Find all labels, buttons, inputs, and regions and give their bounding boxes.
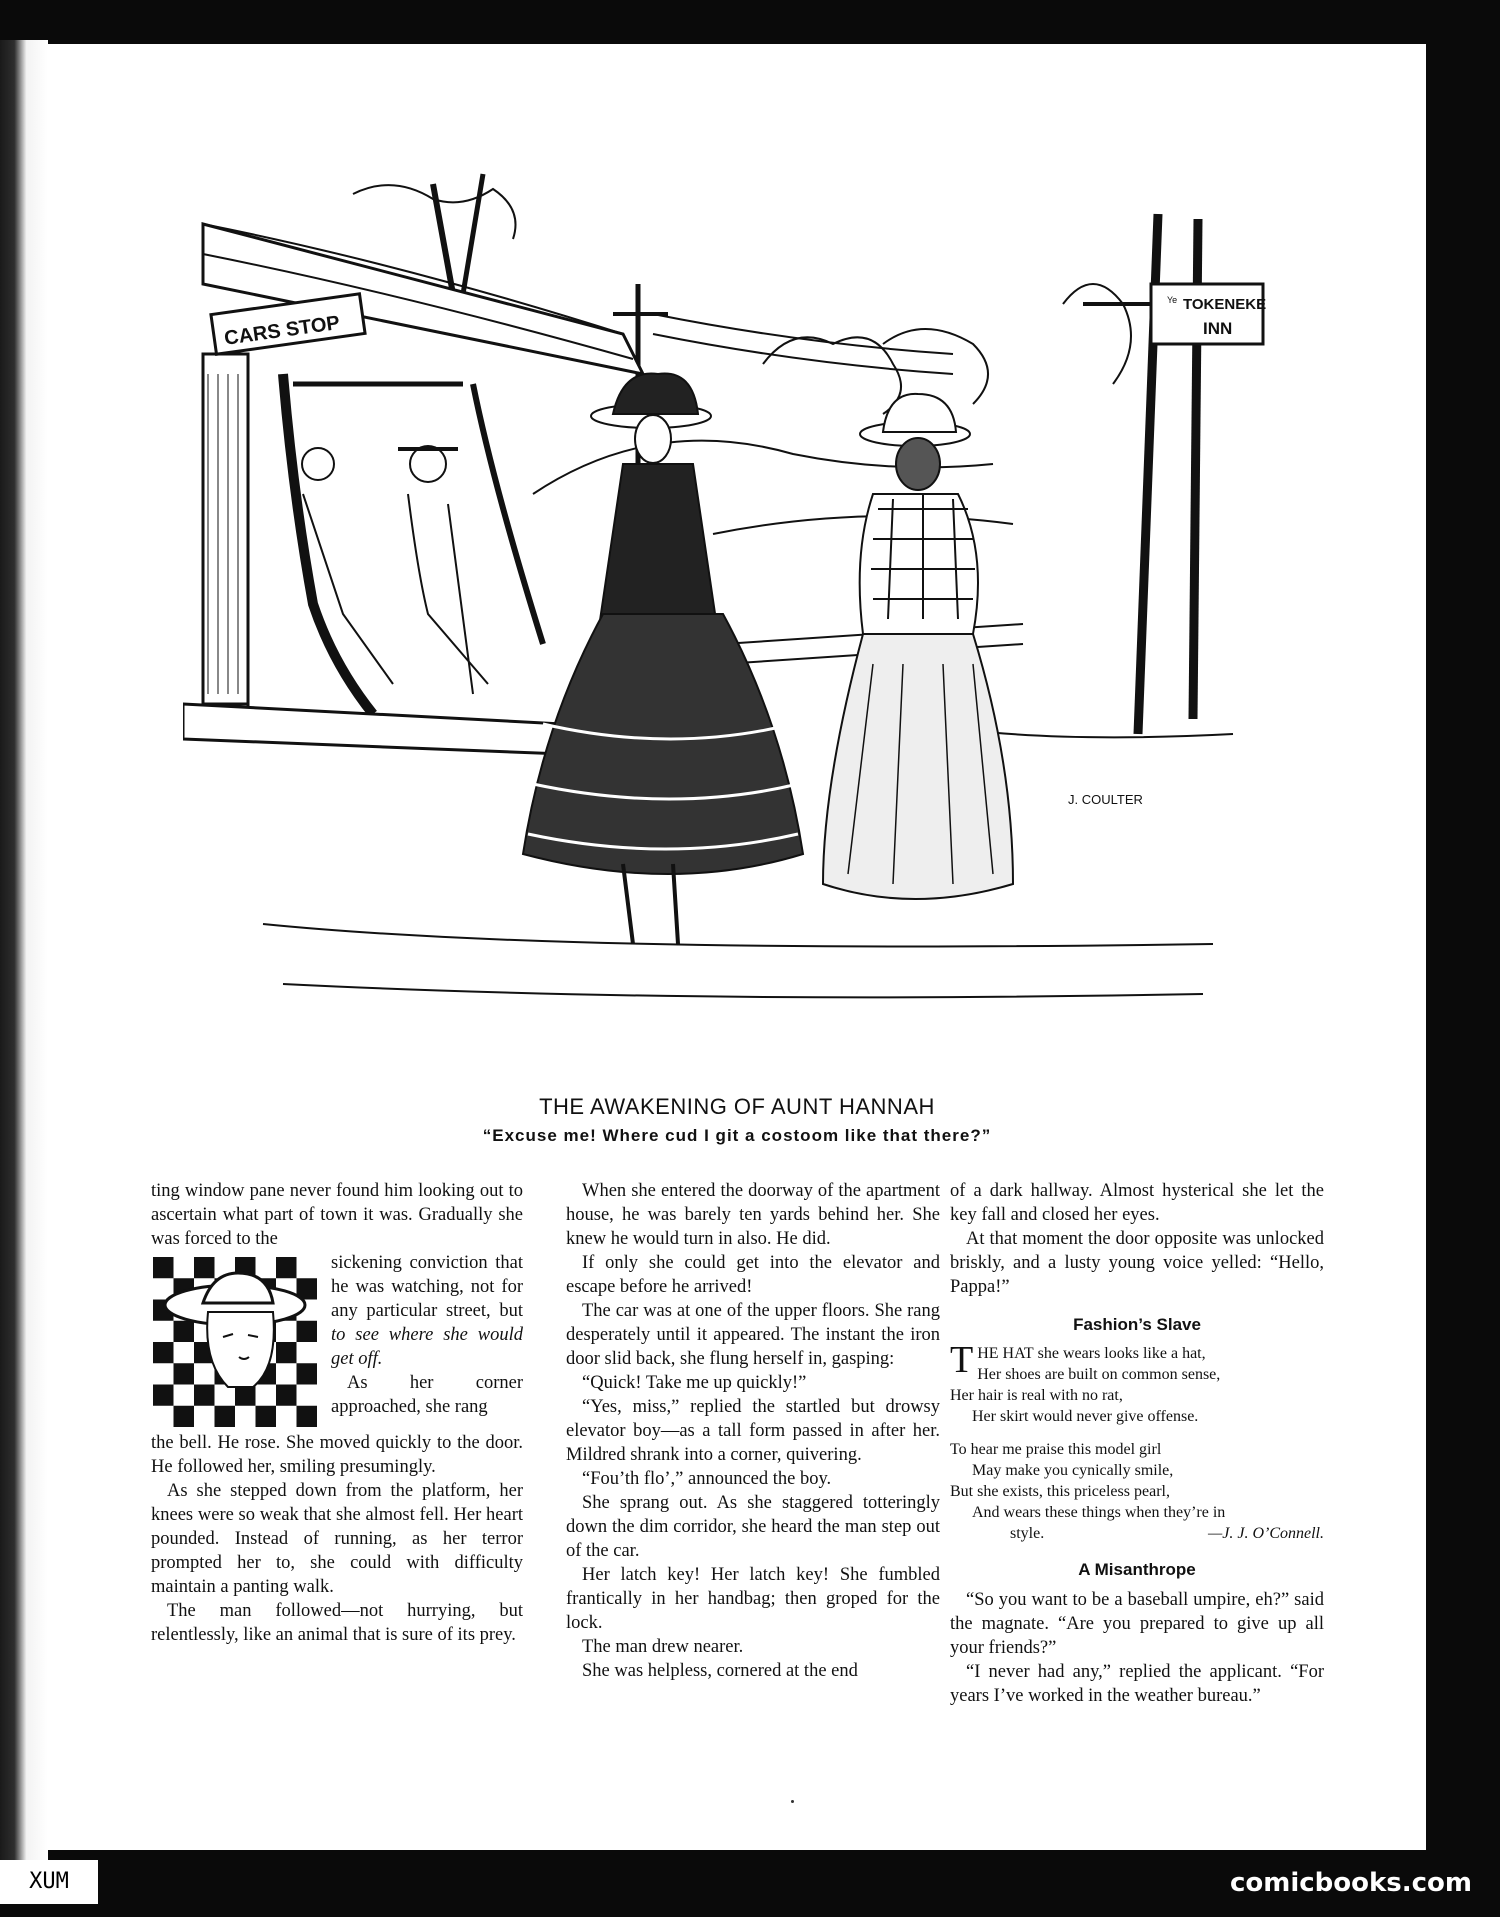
story-paragraph: As her corner approached, she rang: [331, 1373, 523, 1417]
checker-square: [153, 1257, 174, 1278]
poem-line: But she exists, this priceless pearl,: [950, 1483, 1170, 1500]
joke-paragraph: “I never had any,” replied the applicant. “For years I’ve worked in the weather bureau.”: [950, 1662, 1324, 1706]
checker-square: [153, 1385, 174, 1406]
story-column-3: [950, 1179, 1324, 1708]
story-paragraph: If only she could get into the elevator and escape before he arrived!: [566, 1253, 940, 1297]
poem-stanza: [950, 1439, 1324, 1544]
checker-square: [276, 1257, 297, 1278]
story-paragraph: Her latch key! Her latch key! She fumbled frantically in her handbag; then groped for the lock.: [566, 1565, 940, 1633]
checker-square: [174, 1363, 195, 1384]
story-paragraph: She sprang out. As she staggered totteringly down the dim corridor, she heard the man step out of the car.: [566, 1493, 940, 1561]
poem-line: To hear me praise this model girl: [950, 1441, 1162, 1458]
poem-line: [950, 1523, 1324, 1544]
checker-square: [174, 1406, 195, 1427]
poem: [950, 1339, 1324, 1544]
story-paragraph: “Quick! Take me up quickly!”: [582, 1373, 807, 1393]
poem-dropcap: T: [950, 1339, 974, 1381]
cartoon-title: THE AWAKENING OF AUNT HANNAH: [539, 1094, 935, 1119]
poem-smallcaps: HE HAT: [977, 1345, 1034, 1362]
joke-paragraph: “So you want to be a baseball umpire, eh?” said the magnate. “Are you prepared to give up all your friends?”: [950, 1590, 1324, 1658]
poem-line: Her skirt would never give offense.: [972, 1408, 1199, 1425]
poem-line: Her shoes are built on common sense,: [977, 1366, 1221, 1383]
inn-sign-line1: TOKENEKE: [1183, 296, 1267, 313]
story-paragraph: ting window pane never found him looking out to ascertain what part of town it was. Gradually she was forced to the: [151, 1181, 523, 1249]
cartoon-illustration: [183, 164, 1301, 1069]
inn-sign: [1151, 284, 1266, 344]
cartoon-caption: “Excuse me! Where cud I git a costoom like that there?”: [482, 1126, 992, 1145]
page-mark: [791, 1800, 794, 1803]
poem-line: May make you cynically smile,: [972, 1462, 1174, 1479]
poem-line: Her hair is real with no rat,: [950, 1387, 1123, 1404]
checkerboard-portrait-vignette: [153, 1257, 317, 1427]
story-paragraph: At that moment the door opposite was unlocked briskly, and a lusty young voice yelled: “Hello, Pappa!”: [950, 1229, 1324, 1297]
cars-stop-sign: CARS STOP: [222, 311, 342, 350]
story-text: sickening conviction that he was watching, not for any particular street, but: [331, 1253, 523, 1321]
story-paragraph: When she entered the doorway of the apartment house, he was barely ten yards behind her. She knew he would turn in also. He did.: [566, 1181, 940, 1249]
checker-square: [276, 1385, 297, 1406]
story-paragraph: of a dark hallway. Almost hysterical she let the key fall and closed her eyes.: [950, 1181, 1324, 1225]
checker-square: [194, 1257, 215, 1278]
watermark: comicbooks.com: [1229, 1868, 1472, 1898]
joke-title: A Misanthrope: [1078, 1560, 1196, 1579]
story-paragraph: the bell. He rose. She moved quickly to the door. He followed her, smiling presumingly.: [151, 1433, 523, 1477]
artist-signature: J. COULTER: [1068, 792, 1143, 807]
checker-square: [297, 1406, 318, 1427]
poem-author: —J. J. O’Connell.: [1208, 1525, 1324, 1542]
story-paragraph: The man followed—not hurrying, but relentlessly, like an animal that is sure of its prey.: [151, 1601, 523, 1645]
poem-title: Fashion’s Slave: [1073, 1315, 1201, 1334]
poem-line: And wears these things when they’re in: [972, 1504, 1226, 1521]
poem-line-text: style.: [1010, 1525, 1045, 1542]
poem-stanza: [950, 1339, 1324, 1427]
story-paragraph: “Yes, miss,” replied the startled but drowsy elevator boy—as a tall form passed in after her. Mildred shrank into a corner, quivering.: [566, 1397, 940, 1465]
poem-line-text: she wears looks like a hat,: [1033, 1345, 1206, 1362]
story-paragraph: The car was at one of the upper floors. She rang desperately until it appeared. The instant the iron door slid back, she flung herself in, gasping:: [566, 1301, 940, 1369]
story-paragraph: As she stepped down from the platform, her knees were so weak that she almost fell. Her heart pounded. Instead of running, as her terror prompted her to, she could with difficulty maintain a panting walk.: [151, 1481, 523, 1597]
story-column-1: [151, 1179, 523, 1647]
checker-square: [174, 1321, 195, 1342]
checker-square: [153, 1342, 174, 1363]
inn-sign-prefix: Ye: [1167, 295, 1178, 305]
story-paragraph: The man drew nearer.: [582, 1637, 744, 1657]
story-italic-text: to see where she would get off.: [331, 1325, 523, 1369]
magazine-page: [48, 44, 1426, 1850]
book-spine: [0, 40, 48, 1860]
story-paragraph: She was helpless, cornered at the end: [582, 1661, 858, 1681]
footer-label: XUM: [0, 1860, 98, 1904]
story-paragraph: “Fou’th flo’,” announced the boy.: [582, 1469, 832, 1489]
checker-square: [256, 1406, 277, 1427]
inn-sign-line2: INN: [1203, 319, 1233, 338]
checker-square: [215, 1406, 236, 1427]
checker-square: [194, 1385, 215, 1406]
young-woman-figure: [523, 374, 803, 945]
checker-square: [276, 1342, 297, 1363]
checker-square: [297, 1363, 318, 1384]
story-column-2: [566, 1179, 940, 1683]
checker-square: [297, 1321, 318, 1342]
